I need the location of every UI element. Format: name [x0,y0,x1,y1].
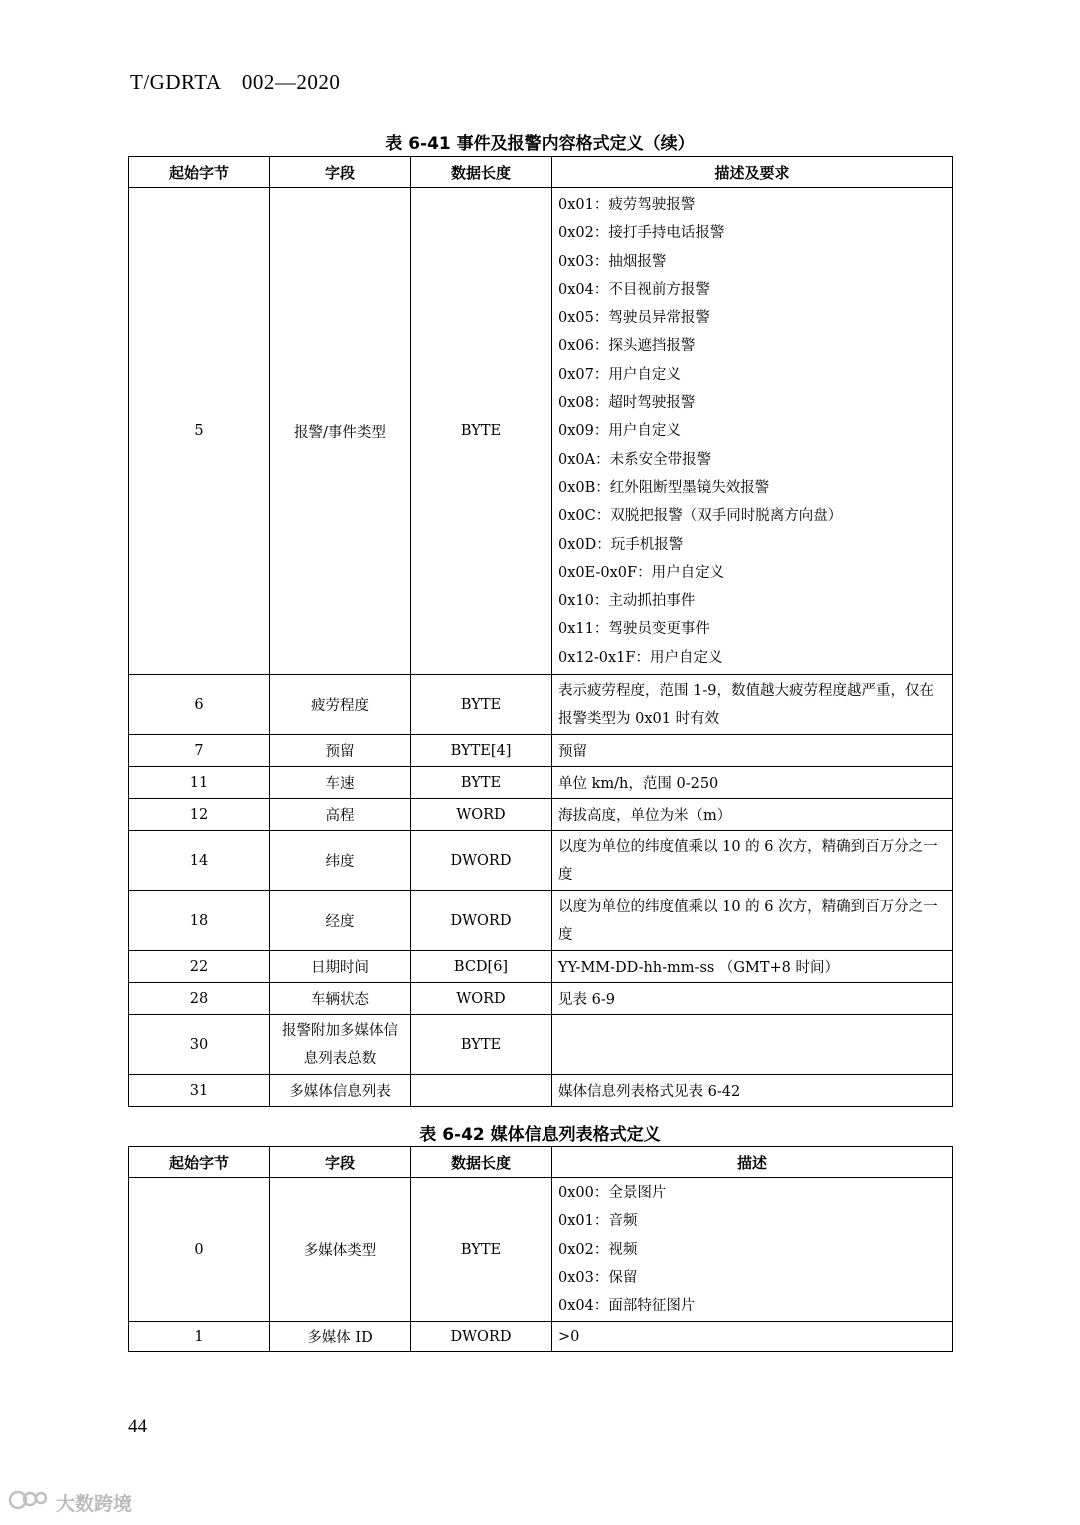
alarm-type-line: 0x0A：未系安全带报警 [558,451,712,468]
column-header: 描述及要求 [552,157,953,188]
start-byte-cell: 18 [129,891,270,951]
table-row [129,951,953,983]
column-header: 数据长度 [411,157,552,188]
table-header-row [129,1147,953,1178]
start-byte-cell: 7 [129,735,270,767]
description-cell: YY-MM-DD-hh-mm-ss （GMT+8 时间） [552,951,953,983]
alarm-type-line: 0x03：抽烟报警 [558,253,667,270]
table-row [129,1322,953,1352]
table-row [129,983,953,1015]
table-6-41 [128,156,953,1107]
field-cell: 纬度 [270,831,411,891]
alarm-type-line: 0x0E-0x0F：用户自定义 [558,564,725,581]
field-cell: 高程 [270,799,411,831]
description-cell: 预留 [552,735,953,767]
length-cell: WORD [411,983,552,1015]
start-byte-cell: 0 [129,1178,270,1322]
media-type-line: 0x02：视频 [558,1241,638,1258]
description-cell [552,1178,953,1322]
length-cell: BYTE [411,1015,552,1075]
start-byte-cell: 30 [129,1015,270,1075]
alarm-type-line: 0x0B：红外阻断型墨镜失效报警 [558,479,770,496]
description-cell: >0 [552,1322,953,1352]
length-cell: DWORD [411,891,552,951]
table-6-41-caption: 表 6-41 事件及报警内容格式定义（续） [385,134,695,154]
description-cell: 以度为单位的纬度值乘以 10 的 6 次方，精确到百万分之一度 [552,891,953,951]
description-cell: 见表 6-9 [552,983,953,1015]
description-cell [552,1015,953,1075]
watermark-text: 大数跨境 [56,1493,133,1515]
description-cell: 表示疲劳程度，范围 1-9，数值越大疲劳程度越严重，仅在报警类型为 0x01 时有效 [552,675,953,735]
alarm-type-line: 0x0C：双脱把报警（双手同时脱离方向盘） [558,508,843,525]
alarm-type-line: 0x07：用户自定义 [558,366,681,383]
column-header: 数据长度 [411,1147,552,1178]
column-header: 字段 [270,1147,411,1178]
length-cell: DWORD [411,831,552,891]
field-cell: 经度 [270,891,411,951]
column-header: 字段 [270,157,411,188]
table-row [129,799,953,831]
field-cell: 报警/事件类型 [270,188,411,675]
media-type-line: 0x03：保留 [558,1269,638,1286]
start-byte-cell: 1 [129,1322,270,1352]
field-cell: 疲劳程度 [270,675,411,735]
length-cell: BYTE [411,188,552,675]
field-cell: 多媒体类型 [270,1178,411,1322]
alarm-type-line: 0x04：不目视前方报警 [558,281,710,298]
length-cell: WORD [411,799,552,831]
length-cell: BYTE[4] [411,735,552,767]
column-header: 起始字节 [129,1147,270,1178]
length-cell: BYTE [411,675,552,735]
length-cell [411,1075,552,1107]
description-cell [552,188,953,675]
start-byte-cell: 28 [129,983,270,1015]
start-byte-cell: 14 [129,831,270,891]
column-header: 起始字节 [129,157,270,188]
field-cell: 多媒体信息列表 [270,1075,411,1107]
media-type-line: 0x01：音频 [558,1213,638,1230]
field-cell: 日期时间 [270,951,411,983]
alarm-type-line: 0x05：驾驶员异常报警 [558,310,710,327]
alarm-type-line: 0x09：用户自定义 [558,423,681,440]
column-header: 描述 [552,1147,953,1178]
table-row [129,831,953,891]
table-row [129,1015,953,1075]
table-row [129,1178,953,1322]
field-cell: 多媒体 ID [270,1322,411,1352]
start-byte-cell: 6 [129,675,270,735]
length-cell: DWORD [411,1322,552,1352]
length-cell: BYTE [411,767,552,799]
watermark [8,1488,132,1517]
field-cell: 预留 [270,735,411,767]
start-byte-cell: 22 [129,951,270,983]
alarm-type-line: 0x08：超时驾驶报警 [558,395,696,412]
table-row [129,1075,953,1107]
start-byte-cell: 31 [129,1075,270,1107]
field-cell: 车速 [270,767,411,799]
description-cell: 媒体信息列表格式见表 6-42 [552,1075,953,1107]
alarm-type-line: 0x12-0x1F：用户自定义 [558,649,723,666]
document-id: T/GDRTA 002—2020 [130,70,341,94]
description-cell: 以度为单位的纬度值乘以 10 的 6 次方，精确到百万分之一度 [552,831,953,891]
alarm-type-line: 0x0D：玩手机报警 [558,536,684,553]
table-row [129,767,953,799]
table-header-row [129,157,953,188]
media-type-line: 0x04：面部特征图片 [558,1298,696,1315]
alarm-type-line: 0x01：疲劳驾驶报警 [558,197,696,213]
alarm-type-line: 0x06：探头遮挡报警 [558,338,696,355]
alarm-type-line: 0x10：主动抓拍事件 [558,593,696,610]
table-row [129,891,953,951]
table-row [129,735,953,767]
field-cell: 车辆状态 [270,983,411,1015]
table-row [129,675,953,735]
length-cell: BYTE [411,1178,552,1322]
length-cell: BCD[6] [411,951,552,983]
field-cell: 报警附加多媒体信息列表总数 [270,1015,411,1075]
watermark-logo-icon [8,1488,52,1517]
table-6-42 [128,1146,953,1352]
start-byte-cell: 11 [129,767,270,799]
alarm-type-line: 0x02：接打手持电话报警 [558,225,725,242]
description-cell: 单位 km/h，范围 0-250 [552,767,953,799]
table-6-42-caption: 表 6-42 媒体信息列表格式定义 [419,1125,661,1145]
description-cell: 海拔高度，单位为米（m） [552,799,953,831]
page-number: 44 [128,1416,147,1437]
media-type-line: 0x00：全景图片 [558,1185,667,1201]
table-row [129,188,953,675]
alarm-type-line: 0x11：驾驶员变更事件 [558,621,710,638]
start-byte-cell: 5 [129,188,270,675]
start-byte-cell: 12 [129,799,270,831]
